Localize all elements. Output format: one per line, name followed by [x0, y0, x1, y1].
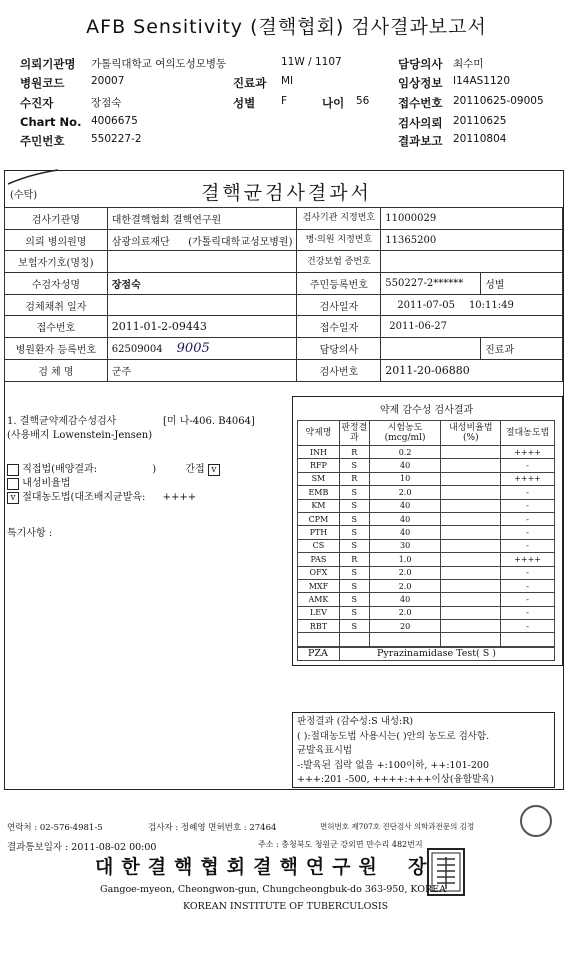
req-hospital-sub: (가톨릭대학교성모병원) — [188, 236, 293, 248]
table-row — [298, 459, 555, 472]
dept-value: MI — [281, 75, 294, 87]
form-title: 결핵균검사결과서 — [201, 182, 372, 204]
doctor-value: 최수미 — [453, 58, 484, 70]
indirect-method-label: 간접 — [185, 464, 205, 475]
sex-value: F — [281, 95, 288, 107]
receipt-date-cell — [381, 316, 563, 338]
sens-cell-result: S — [339, 579, 369, 592]
method-line-1: 1. 결핵균약제감수성검사 — [7, 416, 117, 427]
col-header-concentration: 시험농도(mcg/ml) — [369, 421, 441, 446]
lab-name-label: 검사기관명 — [5, 208, 108, 230]
square-seal-pattern — [429, 850, 463, 894]
sens-cell-concentration: 40 — [369, 593, 441, 606]
specimen-label: 검 체 명 — [5, 359, 108, 381]
clinical-value: I14AS1120 — [453, 75, 511, 87]
age-value: 56 — [356, 95, 370, 107]
sens-cell-concentration: 2.0 — [369, 566, 441, 579]
dept-label: 진료과 — [233, 76, 267, 90]
sens-cell-drug-name: OFX — [298, 566, 340, 579]
sens-cell-absolute: - — [501, 566, 555, 579]
chart-no-label: Chart No. — [20, 115, 82, 129]
req-date-label: 검사의뢰 — [398, 116, 443, 130]
footer-doctor-license: 면허번호 제707호 진단검사 의학과전문의 김정 — [320, 822, 475, 831]
req-hospital-cell — [107, 229, 297, 251]
sens-cell-drug-name: SM — [298, 472, 340, 485]
footer-address-en: Gangoe-myeon, Cheongwon-gun, Chungcheongbuk-do 363-950, KOREA — [100, 884, 446, 895]
report-date-value: 20110804 — [453, 133, 507, 145]
indirect-method-checkbox[interactable]: v — [208, 464, 220, 476]
sens-cell-drug-name: RFP — [298, 459, 340, 472]
insurer-label: 보험자기호(명칭) — [5, 251, 108, 273]
specimen-value: 군주 — [107, 359, 297, 381]
sens-cell-empty — [339, 633, 369, 646]
sens-cell-ratio — [441, 579, 501, 592]
insurance-no-label: 건강보험 증번호 — [297, 251, 381, 273]
table-row — [298, 472, 555, 485]
sens-cell-empty — [441, 633, 501, 646]
sens-cell-drug-name: RBT — [298, 620, 340, 633]
test-time-value: 10:11:49 — [468, 299, 514, 311]
sens-cell-ratio — [441, 499, 501, 512]
receipt-form-value: 2011-01-2-09443 — [107, 316, 297, 338]
sens-cell-absolute: - — [501, 459, 555, 472]
sens-cell-result: S — [339, 459, 369, 472]
table-row — [298, 446, 555, 459]
sens-cell-drug-name: LEV — [298, 606, 340, 619]
sens-cell-drug-name: INH — [298, 446, 340, 459]
interpretation-box — [292, 712, 555, 788]
sens-cell-ratio — [441, 620, 501, 633]
sens-cell-drug-name: EMB — [298, 486, 340, 499]
method-line-2: (사용배지 Lowenstein-Jensen) — [7, 430, 153, 441]
test-no-value: 2011-20-06880 — [381, 359, 563, 381]
test-date-label: 검사일자 — [297, 294, 381, 316]
sens-cell-drug-name: CS — [298, 539, 340, 552]
interp-line-5: +++:201 -500, ++++:+++이상(융합발육) — [297, 774, 495, 785]
table-row — [298, 512, 555, 525]
sens-cell-result: S — [339, 606, 369, 619]
table-row — [298, 553, 555, 566]
sex-form-label: 성별 — [481, 273, 563, 295]
sens-cell-ratio — [441, 553, 501, 566]
sens-cell-result: R — [339, 446, 369, 459]
sens-cell-ratio — [441, 446, 501, 459]
sens-cell-ratio — [441, 472, 501, 485]
insurer-value — [107, 251, 297, 273]
table-row — [298, 499, 555, 512]
hospital-id-label: 병·의원 지정번호 — [297, 229, 381, 251]
table-row — [5, 251, 563, 273]
footer-org-en: KOREAN INSTITUTE OF TUBERCULOSIS — [183, 901, 389, 912]
footer-phone: 연락처 : 02-576-4981-5 — [7, 823, 103, 833]
sens-cell-absolute: - — [501, 526, 555, 539]
table-row — [298, 566, 555, 579]
sensitivity-table — [297, 420, 555, 647]
sens-cell-ratio — [441, 606, 501, 619]
req-date-value: 20110625 — [453, 115, 507, 127]
absolute-method-value: ++++ — [162, 492, 197, 503]
examinee-label: 수검자성명 — [5, 273, 108, 295]
receipt-form-label: 접수번호 — [5, 316, 108, 338]
req-org-label: 의뢰기관명 — [20, 57, 76, 71]
patient-info-table — [4, 207, 563, 382]
table-row — [298, 633, 555, 646]
pza-row — [297, 647, 555, 661]
col-header-absolute: 절대농도법 — [501, 421, 555, 446]
sens-cell-ratio — [441, 486, 501, 499]
rrn-form-label: 주민등록번호 — [297, 273, 381, 295]
sens-cell-empty — [501, 633, 555, 646]
sens-cell-drug-name: PTH — [298, 526, 340, 539]
sens-cell-concentration: 30 — [369, 539, 441, 552]
table-row — [5, 208, 563, 230]
sens-cell-concentration: 10 — [369, 472, 441, 485]
table-row — [298, 579, 555, 592]
sens-cell-absolute: - — [501, 499, 555, 512]
absolute-method-checkbox[interactable]: v — [7, 492, 19, 504]
table-row — [5, 316, 563, 338]
report-date-label: 결과보고 — [398, 134, 443, 148]
sens-cell-ratio — [441, 539, 501, 552]
sens-cell-result: R — [339, 553, 369, 566]
collection-date-value — [107, 294, 297, 316]
sens-cell-concentration: 40 — [369, 459, 441, 472]
sens-cell-result: S — [339, 526, 369, 539]
round-stamp — [520, 805, 552, 837]
sens-cell-absolute: - — [501, 620, 555, 633]
doctor-label: 담당의사 — [398, 57, 443, 71]
hospital-reg-value: 62509004 — [111, 343, 163, 355]
lab-name-value: 대한결핵협회 결핵연구원 — [107, 208, 297, 230]
sens-cell-absolute: ++++ — [501, 472, 555, 485]
table-row — [298, 486, 555, 499]
sens-cell-concentration: 40 — [369, 526, 441, 539]
sens-cell-result: S — [339, 620, 369, 633]
attending-label: 담당의사 — [297, 338, 381, 360]
direct-method-label: 직접법(배양결과: — [22, 464, 98, 475]
sensitivity-title: 약제 감수성 검사결과 — [379, 405, 474, 416]
table-row — [298, 526, 555, 539]
sens-cell-absolute: - — [501, 593, 555, 606]
collection-date-label: 검체채취 일자 — [5, 294, 108, 316]
interp-line-4: -:발육된 집락 없음 +:100이하, ++:101-200 — [297, 759, 489, 771]
footer-seal-char: 장 — [408, 856, 427, 878]
rrn-value: 550227-2 — [91, 133, 142, 145]
hosp-code-value: 20007 — [91, 75, 125, 87]
sens-cell-concentration: 2.0 — [369, 486, 441, 499]
sens-cell-absolute: - — [501, 606, 555, 619]
col-header-ratio: 내성비율법(%) — [441, 421, 501, 446]
receipt-date-label: 접수일자 — [297, 316, 381, 338]
sens-cell-absolute: - — [501, 579, 555, 592]
sens-cell-drug-name: MXF — [298, 579, 340, 592]
age-label: 나이 — [322, 96, 345, 110]
sens-cell-result: R — [339, 472, 369, 485]
sens-cell-absolute: - — [501, 486, 555, 499]
receipt-value: 20110625-09005 — [453, 95, 544, 107]
table-row — [298, 539, 555, 552]
square-seal — [427, 848, 465, 896]
hospital-id-value: 11365200 — [381, 229, 563, 251]
sens-cell-result: S — [339, 566, 369, 579]
sens-cell-drug-name: CPM — [298, 512, 340, 525]
sens-cell-drug-name: AMK — [298, 593, 340, 606]
lab-id-value: 11000029 — [381, 208, 563, 230]
pza-label: PZA — [298, 648, 340, 660]
report-title: AFB Sensitivity (결핵협회) 검사결과보고서 — [86, 16, 487, 38]
method-code: [미 나-406. B4064] — [163, 416, 255, 427]
receipt-date-value: 2011-06-27 — [389, 321, 447, 333]
sens-cell-empty — [369, 633, 441, 646]
hospital-reg-label: 병원환자 등록번호 — [5, 338, 108, 360]
sens-cell-result: S — [339, 512, 369, 525]
sens-cell-concentration: 20 — [369, 620, 441, 633]
table-row — [5, 338, 563, 360]
sens-cell-result: S — [339, 499, 369, 512]
table-row — [298, 620, 555, 633]
dept-form-label: 진료과 — [481, 338, 563, 360]
col-header-result: 판정결과 — [339, 421, 369, 446]
attending-value — [381, 338, 481, 360]
chart-no-value: 4006675 — [91, 115, 138, 127]
footer-org-kr: 대한결핵협회결핵연구원 — [95, 856, 385, 878]
req-hospital-label: 의뢰 병의원명 — [5, 229, 108, 251]
interp-line-1: 판정결과 (감수성:S 내성:R) — [297, 716, 414, 727]
receipt-label: 접수번호 — [398, 96, 443, 110]
hosp-code-label: 병원코드 — [20, 76, 65, 90]
table-header-row — [298, 421, 555, 446]
col-header-drug: 약제명 — [298, 421, 340, 446]
sens-cell-ratio — [441, 593, 501, 606]
sens-cell-concentration: 0.2 — [369, 446, 441, 459]
direct-method-close: ) — [152, 464, 157, 475]
rrn-form-value: 550227-2****** — [381, 273, 481, 295]
sens-cell-ratio — [441, 512, 501, 525]
sex-label: 성별 — [233, 96, 256, 110]
footer-notice-date: 결과통보일자 : 2011-08-02 00:00 — [7, 842, 157, 853]
ratio-method-label: 내성비율법 — [22, 478, 71, 489]
sens-cell-absolute: - — [501, 512, 555, 525]
sens-cell-empty — [298, 633, 340, 646]
sens-cell-concentration: 40 — [369, 499, 441, 512]
test-date-cell — [381, 294, 563, 316]
consignment-tag: (수탁) — [10, 190, 38, 201]
sens-cell-absolute: ++++ — [501, 553, 555, 566]
table-row — [5, 229, 563, 251]
absolute-method-row — [7, 488, 196, 504]
interp-line-3: 균발육표시법 — [297, 745, 353, 756]
hospital-reg-cell — [107, 338, 297, 360]
absolute-method-label: 절대농도법(대조배지균발육: — [22, 492, 146, 503]
table-row — [298, 593, 555, 606]
table-row — [5, 273, 563, 295]
footer-address-kr: 주소 : 충청북도 청원군 강외면 만수리 482번지 — [258, 840, 423, 849]
test-date-value: 2011-07-05 — [397, 299, 455, 311]
table-row — [5, 359, 563, 381]
sens-cell-absolute: - — [501, 539, 555, 552]
sens-cell-drug-name: KM — [298, 499, 340, 512]
table-row — [298, 606, 555, 619]
ward-value: 11W / 1107 — [281, 56, 342, 68]
req-org-value: 가톨릭대학교 여의도성모병동 — [91, 58, 227, 70]
sens-cell-ratio — [441, 459, 501, 472]
sens-cell-concentration: 2.0 — [369, 579, 441, 592]
test-no-label: 검사번호 — [297, 359, 381, 381]
remarks-label: 특기사항 : — [7, 528, 53, 539]
rrn-label: 주민번호 — [20, 134, 65, 148]
req-hospital-value: 삼광의료재단 — [111, 236, 170, 248]
handwritten-number: 9005 — [176, 340, 210, 356]
insurance-no-value — [381, 251, 563, 273]
lab-id-label: 검사기관 지정번호 — [297, 208, 381, 230]
examinee-value: 장점숙 — [107, 273, 297, 295]
sens-cell-result: S — [339, 593, 369, 606]
sens-cell-ratio — [441, 566, 501, 579]
sens-cell-absolute: ++++ — [501, 446, 555, 459]
patient-value: 장점숙 — [91, 97, 122, 109]
footer-examiner: 검사자 : 정혜영 면허번호 : 27464 — [148, 823, 277, 833]
sens-cell-concentration: 1.0 — [369, 553, 441, 566]
sens-cell-ratio — [441, 526, 501, 539]
sens-cell-result: S — [339, 539, 369, 552]
sens-cell-result: S — [339, 486, 369, 499]
sens-cell-concentration: 40 — [369, 512, 441, 525]
patient-label: 수진자 — [20, 96, 54, 110]
sens-cell-concentration: 2.0 — [369, 606, 441, 619]
interp-line-2: ( ):절대농도법 사용시는( )안의 농도로 검사함. — [297, 730, 490, 742]
table-row — [5, 294, 563, 316]
sens-cell-drug-name: PAS — [298, 553, 340, 566]
clinical-label: 임상정보 — [398, 76, 443, 90]
pza-value: Pyrazinamidase Test( S ) — [377, 648, 497, 659]
